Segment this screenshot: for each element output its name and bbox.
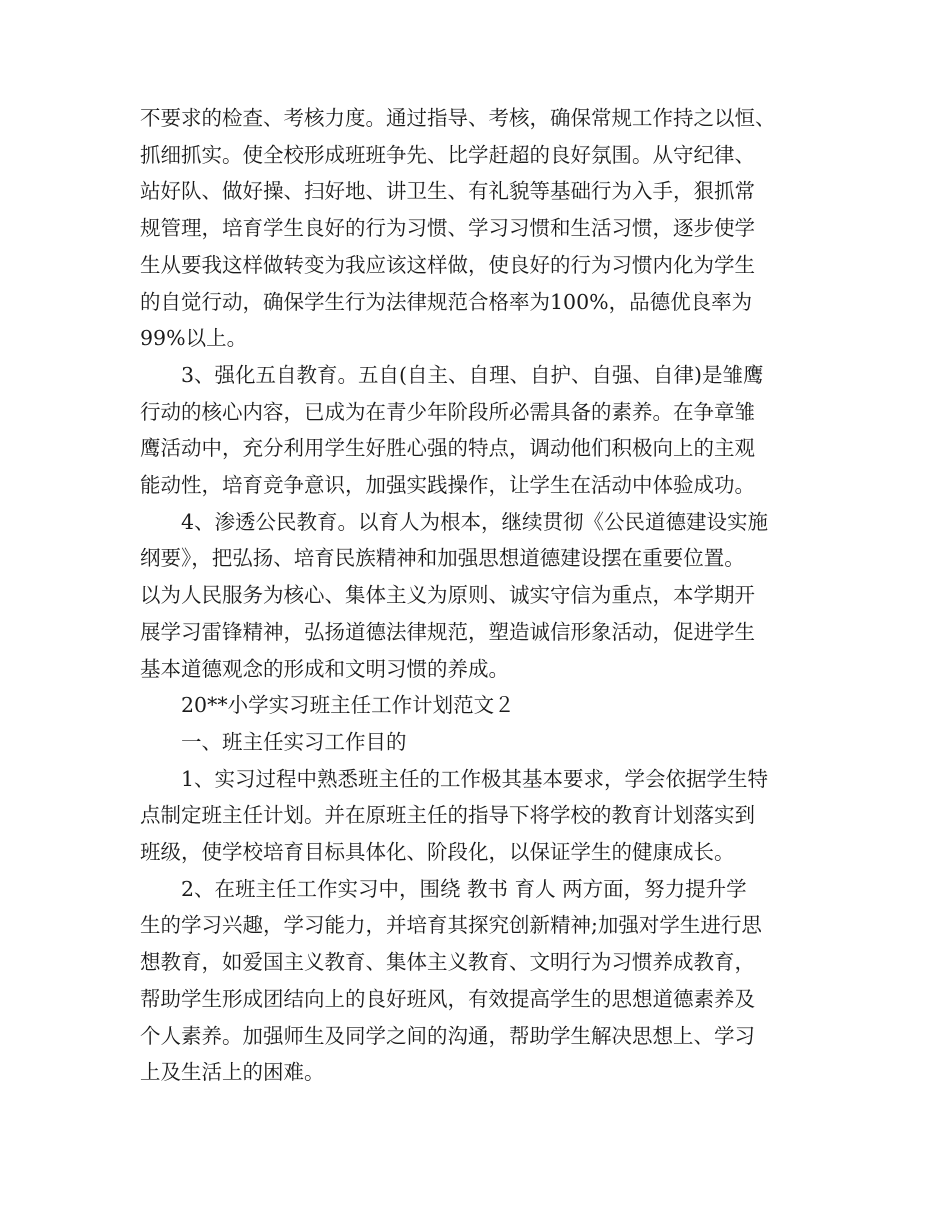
paragraph-civic-education — [140, 504, 812, 688]
text-line: 纲要》，把弘扬、培育民族精神和加强思想道德建设摆在重要位置。 — [140, 546, 745, 571]
text-line: 基本道德观念的形成和文明习惯的养成。 — [140, 656, 509, 681]
text-line: 规管理，培育学生良好的行为习惯、学习习惯和生活习惯，逐步使学 — [140, 216, 755, 241]
text-line: 帮助学生形成团结向上的良好班风，有效提高学生的思想道德素养及 — [140, 986, 755, 1011]
text-line: 站好队、做好操、扫好地、讲卫生、有礼貌等基础行为入手，狠抓常 — [140, 179, 755, 204]
text-line: 鹰活动中，充分利用学生好胜心强的特点，调动他们积极向上的主观 — [140, 436, 755, 461]
text-line: 抓细抓实。使全校形成班班争先、比学赶超的良好氛围。从守纪律、 — [140, 142, 755, 167]
text-line: 生的学习兴趣，学习能力，并培育其探究创新精神;加强对学生进行思 — [140, 913, 762, 938]
text-line: 能动性，培育竞争意识，加强实践操作，让学生在活动中体验成功。 — [140, 473, 755, 498]
text-line: 2、在班主任工作实习中，围绕 教书 育人 两方面，努力提升学 — [181, 876, 747, 901]
text-line: 想教育，如爱国主义教育、集体主义教育、文明行为习惯养成教育， — [140, 950, 755, 975]
text-line: 生从要我这样做转变为我应该这样做，使良好的行为习惯内化为学生 — [140, 252, 755, 277]
text-line: 不要求的检查、考核力度。通过指导、考核，确保常规工作持之以恒、 — [140, 106, 776, 130]
text-line: 1、实习过程中熟悉班主任的工作极其基本要求，学会依据学生特 — [181, 766, 769, 791]
document-body — [140, 100, 812, 1091]
paragraph-goal-2 — [140, 871, 812, 1091]
text-line: 一、班主任实习工作目的 — [181, 729, 407, 754]
text-line: 个人素养。加强师生及同学之间的沟通，帮助学生解决思想上、学习 — [140, 1023, 755, 1048]
text-line: 上及生活上的困难。 — [140, 1060, 325, 1085]
text-line: 班级，使学校培育目标具体化、阶段化，以保证学生的健康成长。 — [140, 840, 735, 865]
paragraph-five-self-education — [140, 357, 812, 504]
text-line: 展学习雷锋精神，弘扬道德法律规范，塑造诚信形象活动，促进学生 — [140, 619, 755, 644]
text-line: 99%以上。 — [140, 326, 248, 351]
text-line: 以为人民服务为核心、集体主义为原则、诚实守信为重点，本学期开 — [140, 583, 755, 608]
text-line: 20**小学实习班主任工作计划范文２ — [181, 693, 515, 718]
paragraph-goal-1 — [140, 761, 812, 871]
section-heading-internship-goal — [140, 724, 812, 761]
section-title-sample-2 — [140, 687, 812, 724]
text-line: 3、强化五自教育。五自(自主、自理、自护、自强、自律)是雏鹰 — [181, 362, 764, 387]
text-line: 的自觉行动，确保学生行为法律规范合格率为100%，品德优良率为 — [140, 289, 753, 314]
text-line: 4、渗透公民教育。以育人为根本，继续贯彻《公民道德建设实施 — [181, 509, 769, 534]
paragraph-routine-management — [140, 100, 812, 357]
text-line: 行动的核心内容，已成为在青少年阶段所必需具备的素养。在争章雏 — [140, 399, 755, 424]
text-line: 点制定班主任计划。并在原班主任的指导下将学校的教育计划落实到 — [140, 803, 755, 828]
